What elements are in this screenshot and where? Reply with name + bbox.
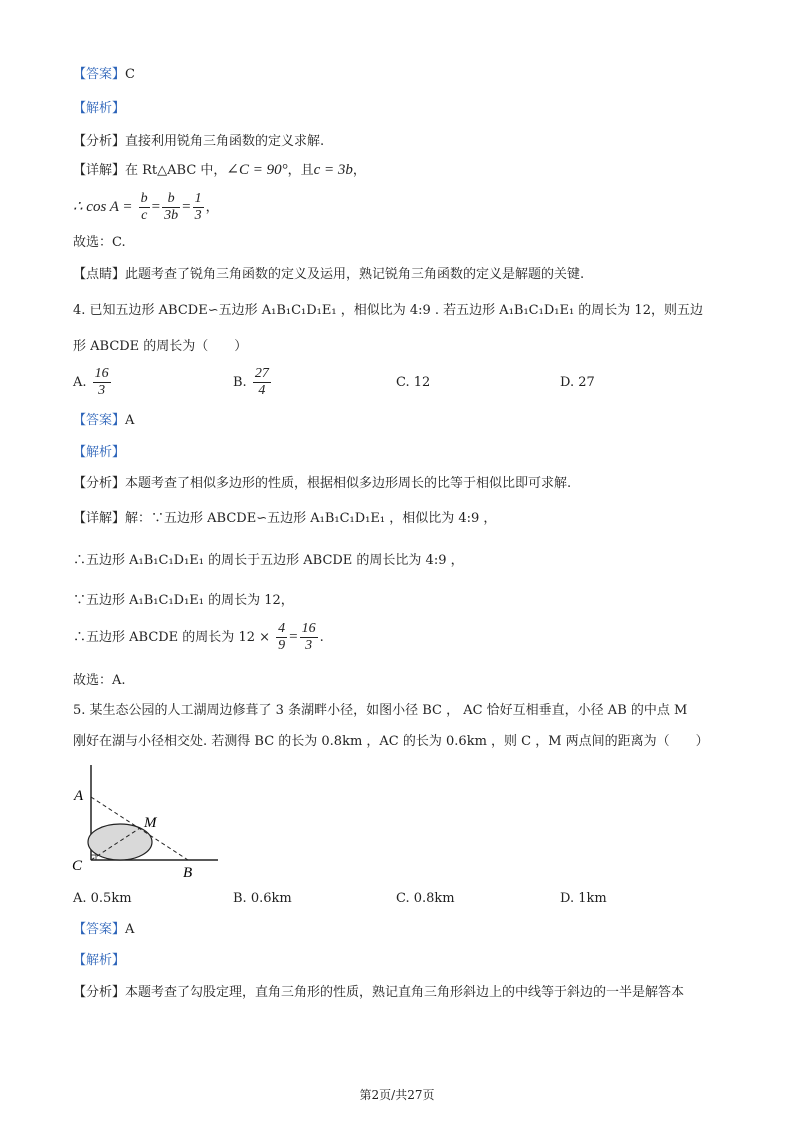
q3-end-comma: ，: [205, 200, 219, 215]
q5-option-d: D. 1km: [560, 891, 607, 906]
q5-analysis-line: [73, 952, 125, 970]
q5-answer: A: [125, 922, 135, 937]
q4-option-b-label: B.: [233, 375, 247, 390]
q3-frac-2: $\frac{b}{3b}$: [164, 191, 179, 223]
q3-eq-2: =: [182, 199, 191, 215]
q4-line-4-pre: ∴五边形 ABCDE 的周长为 12 ×: [73, 630, 271, 645]
q3-detail-line: [73, 161, 366, 180]
detail-tag: 【详解】: [73, 163, 126, 178]
q4-option-d: D. 27: [560, 375, 595, 390]
q5-option-b: B. 0.6km: [233, 891, 292, 906]
q4-option-a-label: A.: [73, 375, 87, 390]
comment-tag: 【点睛】: [73, 267, 126, 282]
q4-line-4-frac-2: $\frac{16}{3}$: [301, 621, 316, 653]
q4-fenxi: 本题考查了相似多边形的性质，根据相似多边形周长的比等于相似比即可求解.: [125, 476, 572, 491]
q4-line-4: [73, 620, 324, 655]
q4-line-4-eq: =: [289, 629, 298, 645]
q3-comment-line: [73, 266, 584, 284]
q3-answer-line: [73, 66, 135, 84]
q3-choose: 故选：C.: [73, 235, 126, 250]
q3-detail-a: 在 Rt△ABC 中，: [125, 163, 227, 178]
q4-option-a: [73, 366, 113, 400]
analysis-tag: 【解析】: [73, 953, 126, 968]
lake-ellipse: [88, 824, 152, 860]
q5-stem-2: 刚好在湖与小径相交处. 若测得 BC 的长为 0.8km ，AC 的长为 0.6km ，则 C ，M 两点间的距离为（ ）: [73, 734, 709, 749]
q3-fenxi-text: 直接利用锐角三角函数的定义求解.: [125, 134, 325, 149]
q5-fenxi: 本题考查了勾股定理，直角三角形的性质，熟记直角三角形斜边上的中线等于斜边的一半是解答本: [125, 985, 685, 1000]
fig-label-c: C: [72, 858, 83, 874]
q5-answer-line: [73, 921, 134, 939]
fig-label-m: M: [144, 815, 157, 831]
q4-line-3: ∵五边形 A₁B₁C₁D₁E₁ 的周长为 12，: [73, 593, 294, 608]
answer-tag: 【答案】: [73, 67, 126, 82]
q4-line-4-frac-1: $\frac{4}{9}$: [278, 621, 286, 653]
analysis-tag: 【解析】: [73, 101, 126, 116]
q4-choose: 故选：A.: [73, 673, 126, 688]
q4-detail-line: [73, 510, 496, 528]
q3-therefore: ∴ cos A =: [73, 199, 133, 215]
fig-label-b: B: [183, 865, 193, 881]
q3-c-eq: c = 3b: [313, 162, 353, 178]
q5-figure: [60, 760, 230, 885]
q3-detail-e: ，: [352, 163, 366, 178]
q4-line-2: ∴五边形 A₁B₁C₁D₁E₁ 的周长于五边形 ABCDE 的周长比为 4:9 ，: [73, 553, 464, 568]
fig-label-a: A: [74, 788, 84, 804]
q3-angle: ∠C = 90°: [226, 162, 288, 178]
q4-option-b: [233, 366, 273, 400]
page-footer: 第2页/共27页: [359, 1088, 435, 1102]
fenxi-tag: 【分析】: [73, 134, 126, 149]
q4-detail: 解：∵五边形 ABCDE∽五边形 A₁B₁C₁D₁E₁ ，相似比为 4:9 ，: [125, 511, 497, 526]
q4-option-c: C. 12: [396, 375, 431, 390]
q3-cos-line: [73, 190, 219, 225]
q3-eq-1: =: [151, 199, 161, 215]
answer-tag: 【答案】: [73, 413, 126, 428]
analysis-tag: 【解析】: [73, 445, 126, 460]
answer-tag: 【答案】: [73, 922, 126, 937]
q3-analysis-line: [73, 100, 125, 118]
q4-option-a-frac: $\frac{16}{3}$: [94, 366, 109, 398]
q4-fenxi-line: [73, 475, 571, 493]
q3-detail-c: ，且: [287, 163, 314, 178]
q3-frac-1: $\frac{b}{c}$: [140, 191, 148, 223]
q4-stem-2: 形 ABCDE 的周长为（ ）: [73, 339, 248, 354]
q4-stem-1: 4. 已知五边形 ABCDE∽五边形 A₁B₁C₁D₁E₁ ，相似比为 4:9 . 若五边形 A₁B₁C₁D₁E₁ 的周长为 12，则五边: [73, 303, 703, 318]
fenxi-tag: 【分析】: [73, 476, 126, 491]
q3-comment: 此题考查了锐角三角函数的定义及运用，熟记锐角三角函数的定义是解题的关键.: [125, 267, 585, 282]
q3-fenxi-line: [73, 133, 324, 151]
q5-option-a: A. 0.5km: [73, 891, 132, 906]
q3-answer: C: [125, 67, 135, 82]
q3-frac-3: $\frac{1}{3}$: [194, 191, 202, 223]
q5-stem-1: 5. 某生态公园的人工湖周边修葺了 3 条湖畔小径，如图小径 BC ， AC 恰好互相垂直，小径 AB 的中点 M: [73, 703, 688, 718]
detail-tag: 【详解】: [73, 511, 126, 526]
q4-option-b-frac: $\frac{27}{4}$: [254, 366, 269, 398]
q5-option-c: C. 0.8km: [396, 891, 455, 906]
q4-line-4-end: .: [319, 630, 324, 645]
q4-answer-line: [73, 412, 134, 430]
fenxi-tag: 【分析】: [73, 985, 126, 1000]
q5-fenxi-line: [73, 984, 684, 1002]
q4-analysis-line: [73, 444, 125, 462]
q4-answer: A: [125, 413, 135, 428]
